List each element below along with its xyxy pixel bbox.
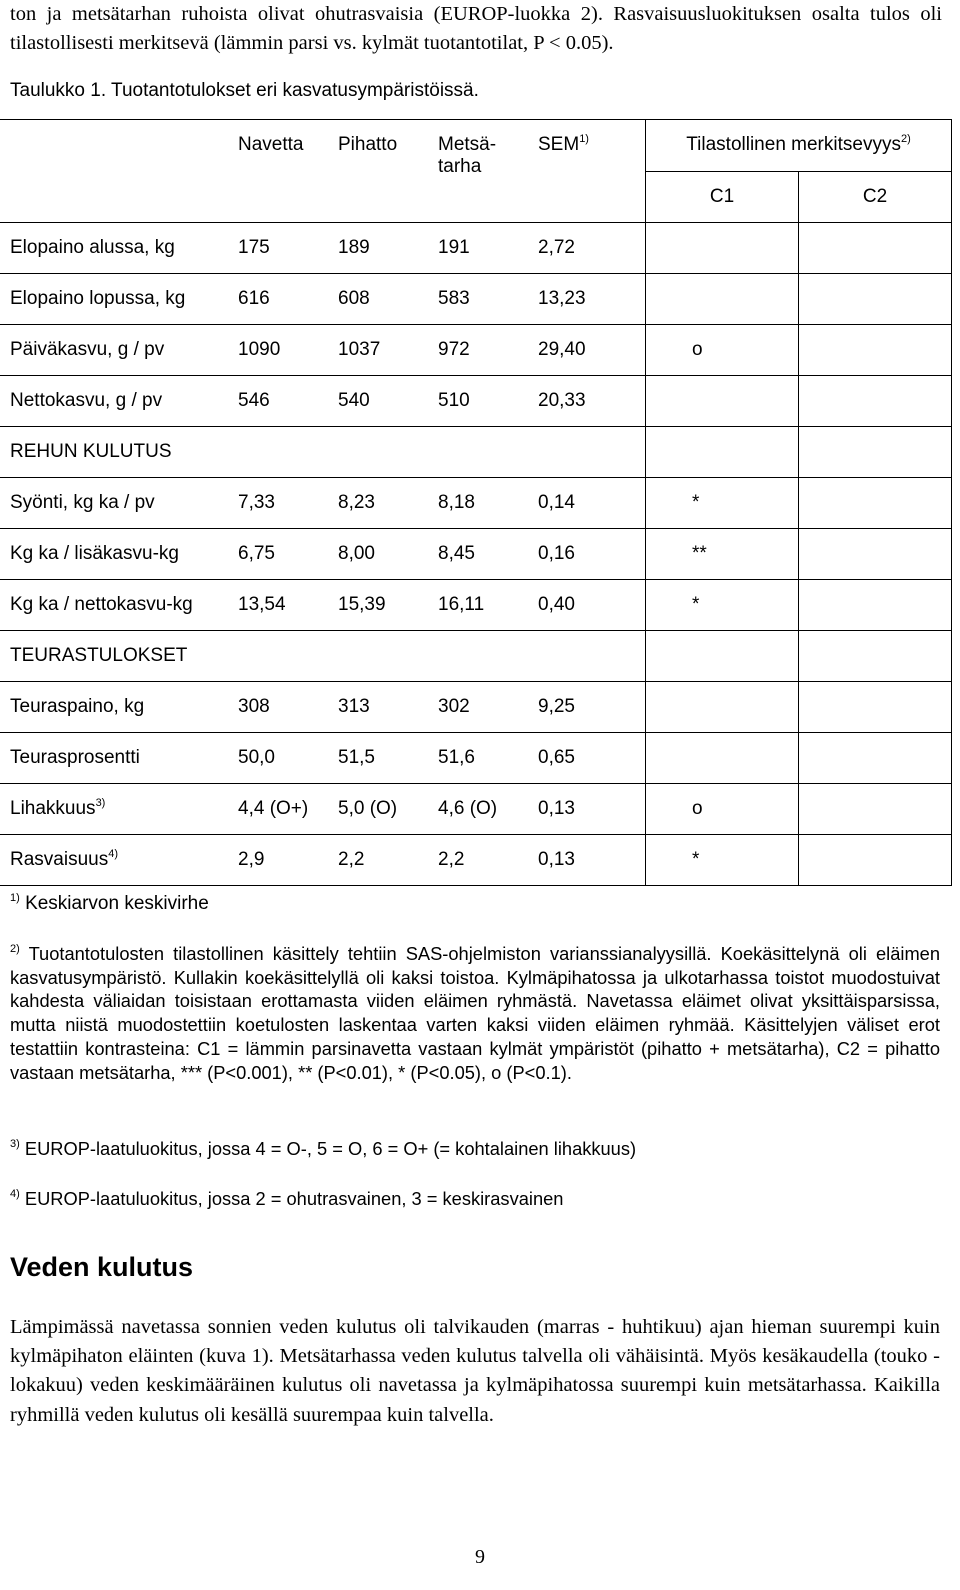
cell-c2 — [799, 580, 952, 631]
row-label-text: Lihakkuus — [10, 798, 96, 819]
cell-sem: 20,33 — [538, 376, 646, 427]
cell-sem — [538, 631, 646, 682]
header-sem-label: SEM — [538, 134, 580, 155]
cell-c1 — [646, 682, 799, 733]
cell-c2 — [799, 376, 952, 427]
cell-metsatarha: 51,6 — [438, 733, 538, 784]
row-label — [0, 529, 238, 580]
cell-c1: * — [646, 835, 799, 886]
header-pihatto: Pihatto — [338, 120, 438, 172]
cell-metsatarha — [438, 427, 538, 478]
results-table — [0, 119, 952, 886]
cell-pihatto: 608 — [338, 274, 438, 325]
cell-navetta: 7,33 — [238, 478, 338, 529]
cell-sem: 0,14 — [538, 478, 646, 529]
row-label — [0, 733, 238, 784]
cell-c2 — [799, 784, 952, 835]
row-label — [0, 784, 238, 835]
cell-metsatarha: 16,11 — [438, 580, 538, 631]
cell-sem — [538, 427, 646, 478]
cell-pihatto: 8,23 — [338, 478, 438, 529]
row-label — [0, 478, 238, 529]
cell-pihatto: 8,00 — [338, 529, 438, 580]
cell-pihatto: 51,5 — [338, 733, 438, 784]
footnote-1-text: Keskiarvon keskivirhe — [25, 893, 209, 914]
row-label-text: Elopaino alussa, kg — [10, 237, 175, 258]
cell-navetta: 4,4 (O+) — [238, 784, 338, 835]
row-label — [0, 376, 238, 427]
table-row — [0, 580, 952, 631]
row-label-text: Kg ka / lisäkasvu-kg — [10, 543, 179, 564]
table-row — [0, 784, 952, 835]
header-significance-label: Tilastollinen merkitsevyys — [686, 134, 901, 155]
footnote-3 — [10, 1138, 636, 1160]
table-row — [0, 274, 952, 325]
footnote-4-text: EUROP-laatuluokitus, jossa 2 = ohutrasvainen, 3 = keskirasvainen — [24, 1188, 564, 1209]
cell-c2 — [799, 631, 952, 682]
cell-sem: 0,13 — [538, 835, 646, 886]
cell-c2 — [799, 682, 952, 733]
cell-navetta: 616 — [238, 274, 338, 325]
cell-navetta: 2,9 — [238, 835, 338, 886]
cell-c1 — [646, 733, 799, 784]
row-label-text: Nettokasvu, g / pv — [10, 390, 163, 411]
footnote-2-text: Tuotantotulosten tilastollinen käsittely tehtiin SAS-ohjelmiston varianssianalyysillä. Koekäsittelynä oli eläimen kasvatusympäristö. Kullakin koekäsittelyllä oli kaksi toistoa. Kylmäpihatossa ja ulkotarhassa toistot muodostuivat kahdesta väliaidan toisistaan erottamasta viiden eläimen ryhmästä. Navetassa eläimet olivat yksittäisparsissa, mutta niistä muodostettiin koetulosten laskentaa varten kaksi viiden eläimen ryhmää. Käsittelyjen väliset erot testattiin kontrasteina: C1 = lämmin parsinavetta vastaan kylmät ympäristöt (pihatto + metsätarha), C2 = pihatto vastaan metsätarha, *** (P<0.001), ** (P<0.01), * (P<0.05), o (P<0.1). — [10, 943, 941, 1083]
page-number: 9 — [475, 1546, 485, 1568]
row-label — [0, 274, 238, 325]
cell-c1: * — [646, 580, 799, 631]
header-empty-cell — [0, 120, 238, 172]
row-label — [0, 580, 238, 631]
cell-c1 — [646, 223, 799, 274]
table-row — [0, 376, 952, 427]
row-label-text: Teuraspaino, kg — [10, 696, 145, 717]
row-label-text: Elopaino lopussa, kg — [10, 288, 186, 309]
cell-navetta: 1090 — [238, 325, 338, 376]
cell-pihatto: 189 — [338, 223, 438, 274]
footnote-1-mark: 1) — [10, 892, 20, 904]
cell-c2 — [799, 529, 952, 580]
cell-pihatto: 313 — [338, 682, 438, 733]
row-label — [0, 325, 238, 376]
cell-metsatarha: 302 — [438, 682, 538, 733]
header-significance — [646, 120, 952, 172]
row-label — [0, 427, 238, 478]
row-label — [0, 631, 238, 682]
footnote-3-text: EUROP-laatuluokitus, jossa 4 = O-, 5 = O, 6 = O+ (= kohtalainen lihakkuus) — [24, 1138, 637, 1159]
header-significance-note: 2) — [900, 133, 911, 145]
cell-metsatarha: 2,2 — [438, 835, 538, 886]
cell-c1 — [646, 376, 799, 427]
cell-navetta: 6,75 — [238, 529, 338, 580]
cell-c2 — [799, 478, 952, 529]
table-row — [0, 427, 952, 478]
cell-metsatarha — [438, 631, 538, 682]
table-row — [0, 529, 952, 580]
table-row — [0, 223, 952, 274]
cell-c1: ** — [646, 529, 799, 580]
header-metsatarha-line2: tarha — [438, 156, 482, 177]
cell-metsatarha: 510 — [438, 376, 538, 427]
row-label-text: REHUN KULUTUS — [10, 441, 172, 462]
header-c2: C2 — [799, 172, 952, 223]
cell-pihatto: 540 — [338, 376, 438, 427]
row-label — [0, 682, 238, 733]
cell-metsatarha: 8,45 — [438, 529, 538, 580]
cell-c2 — [799, 733, 952, 784]
row-label-text: Kg ka / nettokasvu-kg — [10, 594, 193, 615]
cell-sem: 2,72 — [538, 223, 646, 274]
cell-c2 — [799, 427, 952, 478]
cell-navetta: 13,54 — [238, 580, 338, 631]
footnote-4-mark: 4) — [10, 1188, 20, 1200]
row-label-text: TEURASTULOKSET — [10, 645, 188, 666]
cell-navetta: 175 — [238, 223, 338, 274]
cell-sem: 0,13 — [538, 784, 646, 835]
section-heading: Veden kulutus — [10, 1252, 194, 1282]
row-label-text: Päiväkasvu, g / pv — [10, 339, 165, 360]
row-label — [0, 835, 238, 886]
footnote-4 — [10, 1188, 563, 1210]
cell-pihatto — [338, 631, 438, 682]
header-c1: C1 — [646, 172, 799, 223]
row-label-text: Teurasprosentti — [10, 747, 140, 768]
cell-c1: * — [646, 478, 799, 529]
row-label-text: Rasvaisuus — [10, 849, 109, 870]
footnote-1 — [10, 893, 209, 915]
table-row — [0, 325, 952, 376]
table-row — [0, 631, 952, 682]
cell-navetta — [238, 631, 338, 682]
cell-c1 — [646, 427, 799, 478]
cell-navetta: 308 — [238, 682, 338, 733]
cell-sem: 0,40 — [538, 580, 646, 631]
table-row — [0, 478, 952, 529]
cell-sem: 0,65 — [538, 733, 646, 784]
cell-sem: 9,25 — [538, 682, 646, 733]
intro-paragraph: ton ja metsätarhan ruhoista olivat ohutrasvaisia (EUROP-luokka 2). Rasvaisuusluokituksen osalta tulos oli tilastollisesti merkitsevä (lämmin parsi vs. kylmät tuotantotilat, P < 0.05). — [10, 3, 942, 54]
row-label — [0, 223, 238, 274]
cell-c2 — [799, 325, 952, 376]
header-metsatarha — [438, 120, 538, 223]
header-sem — [538, 120, 646, 172]
cell-sem: 29,40 — [538, 325, 646, 376]
cell-pihatto: 15,39 — [338, 580, 438, 631]
cell-pihatto: 1037 — [338, 325, 438, 376]
cell-c2 — [799, 223, 952, 274]
cell-sem: 13,23 — [538, 274, 646, 325]
cell-metsatarha: 972 — [438, 325, 538, 376]
cell-pihatto — [338, 427, 438, 478]
header-sem-note: 1) — [579, 133, 589, 145]
cell-metsatarha: 191 — [438, 223, 538, 274]
cell-c1 — [646, 274, 799, 325]
cell-pihatto: 5,0 (O) — [338, 784, 438, 835]
footnote-2 — [10, 942, 940, 1084]
row-label-note: 3) — [95, 797, 106, 809]
cell-c2 — [799, 835, 952, 886]
cell-navetta: 546 — [238, 376, 338, 427]
cell-metsatarha: 8,18 — [438, 478, 538, 529]
section-paragraph: Lämpimässä navetassa sonnien veden kulutus oli talvikauden (marras - huhtikuu) ajan hieman suurempi kuin kylmäpihaton eläinten (kuva 1). Metsätarhassa veden kulutus talvella oli vähäisintä. Myös kesäkaudella (touko - lokakuu) veden keskimääräinen kulutus oli navetassa ja kylmäpihatossa suurempi kuin metsätarhassa. Kaikilla ryhmillä veden kulutus oli kesällä suurempaa kuin talvella. — [10, 1316, 940, 1426]
table-row — [0, 835, 952, 886]
cell-metsatarha: 4,6 (O) — [438, 784, 538, 835]
table-header-row — [0, 120, 952, 172]
cell-navetta: 50,0 — [238, 733, 338, 784]
table-caption: Taulukko 1. Tuotantotulokset eri kasvatusympäristöissä. — [10, 80, 479, 101]
footnote-2-mark: 2) — [10, 943, 20, 955]
table-row — [0, 733, 952, 784]
row-label-note: 4) — [108, 848, 118, 860]
row-label-text: Syönti, kg ka / pv — [10, 492, 155, 513]
cell-pihatto: 2,2 — [338, 835, 438, 886]
cell-c1: o — [646, 784, 799, 835]
cell-c1: o — [646, 325, 799, 376]
header-navetta: Navetta — [238, 120, 338, 172]
cell-c2 — [799, 274, 952, 325]
cell-navetta — [238, 427, 338, 478]
cell-c1 — [646, 631, 799, 682]
header-metsatarha-line1: Metsä- — [438, 134, 497, 155]
footnote-3-mark: 3) — [10, 1138, 20, 1150]
table-row — [0, 682, 952, 733]
cell-metsatarha: 583 — [438, 274, 538, 325]
cell-sem: 0,16 — [538, 529, 646, 580]
